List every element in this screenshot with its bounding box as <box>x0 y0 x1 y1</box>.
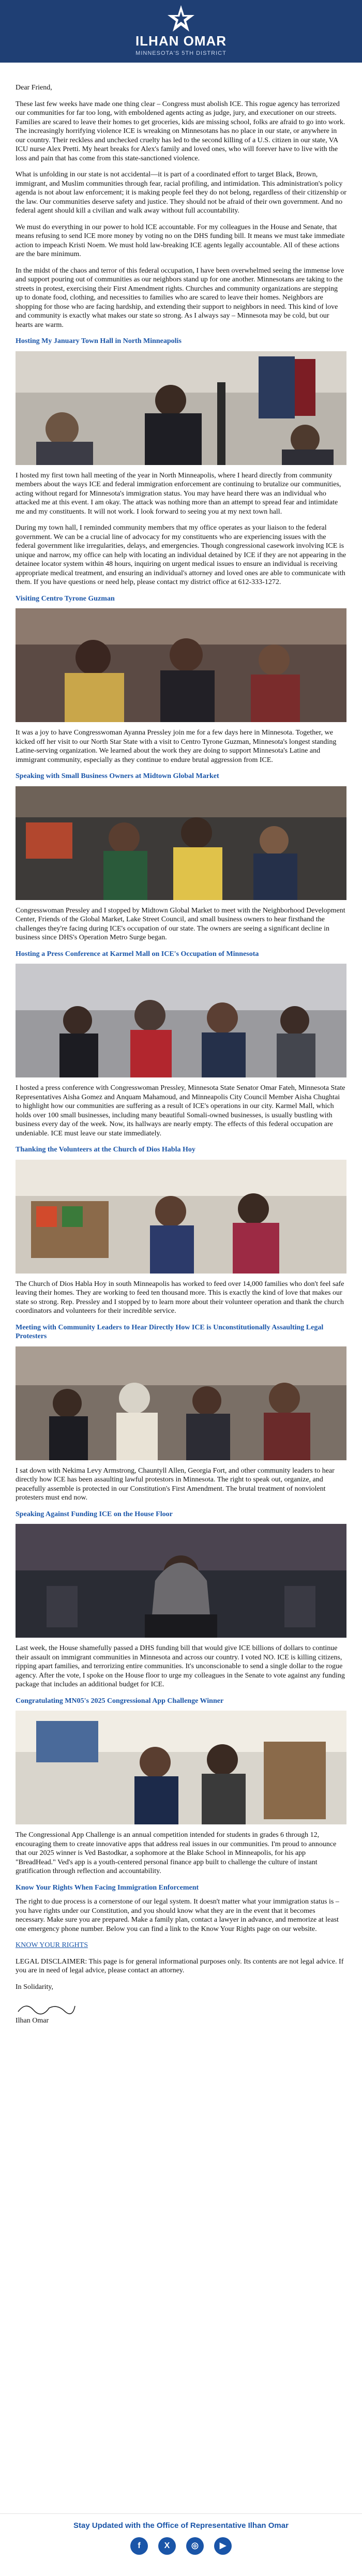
section-heading: Speaking Against Funding ICE on the House Floor <box>16 1510 173 1518</box>
footer <box>0 2513 362 2576</box>
section-heading: Know Your Rights When Facing Immigration Enforcement <box>16 1883 199 1892</box>
star-logo-icon <box>167 4 195 33</box>
app-challenge-photo <box>16 1711 346 1824</box>
section-paragraph: I hosted a press conference with Congresswoman Pressley, Minnesota State Senator Omar Fateh, Minnesota State Representatives Aisha Gomez and Anquam Mahamoud, and Minneapolis City Council Member Aisha Chughtai to highlight how our communities are suffering as a result of ICE's operations in our city. Karmel Mall, which holds over 100 small businesses, including many beautiful Somali-owned businesses, is usually bustling with business every day of the week. Now, its hallways are nearly empty. The effects of this federal occupation are undeniable. ICE must leave our state immediately. <box>16 1084 345 1137</box>
church-photo <box>16 1160 346 1274</box>
logo-subtitle: MINNESOTA'S 5TH DISTRICT <box>135 50 227 56</box>
youtube-icon[interactable]: ▶ <box>214 2537 232 2555</box>
section-heading: Thanking the Volunteers at the Church of Dios Habla Hoy <box>16 1146 195 1154</box>
social-links <box>0 2537 362 2555</box>
section-paragraph: Last week, the House shamefully passed a DHS funding bill that would give ICE billions of dollars to continue their assault on immigrant communities in Minnesota and across our country. I voted NO. ICE is killing citizens, ripping apart families, and terrorizing entire communities. It's unconscionable to send a single dollar to the rogue agency. After the vote, I spoke on the House floor to urge my colleagues in the Senate to vote against any funding package that includes an additional budget for ICE. <box>16 1644 345 1688</box>
section-paragraph: I hosted my first town hall meeting of the year in North Minneapolis, where I heard directly from community members about the ways ICE and federal immigration enforcement are continuing to brutalize our communities, acting without regard for Minnesota's immigration status. You may have heard there was an individual who attacked me at this event. I am okay. The attack was nothing more than an attempt to spread fear and intimidate me and my constituents. It will not work. I look forward to seeing you at my next town hall. <box>16 471 341 516</box>
section-heading: Hosting My January Town Hall in North Minneapolis <box>16 337 182 345</box>
section-heading: Visiting Centro Tyrone Guzman <box>16 594 115 603</box>
legal-disclaimer: LEGAL DISCLAIMER: This page is for general informational purposes only. Its contents are not legal advice. If you are in need of legal advice, please contact an attorney. <box>16 1957 344 1974</box>
facebook-icon[interactable]: f <box>130 2537 148 2555</box>
section-paragraph: The right to due process is a cornerstone of our legal system. It doesn't matter what your immigration status is – you have rights under our Constitution, and you should know what they are in the event that it becomes necessary. Make sure you are prepared. Make a family plan, contact a lawyer in advance, and memorize at least one emergency phone number. Below you can find a link to the Know Your Rights page on our website. <box>16 1898 339 1933</box>
signature-name: Ilhan Omar <box>16 2017 49 2025</box>
town-hall-photo <box>16 351 346 465</box>
house-floor-photo <box>16 1524 346 1638</box>
instagram-icon[interactable]: ◎ <box>186 2537 204 2555</box>
centro-visit-photo <box>16 608 346 722</box>
section-paragraph: The Church of Dios Habla Hoy in south Minneapolis has worked to feed over 14,000 families who don't feel safe leaving their homes. They are working to feed ten thousand more. This is exactly the kind of love that makes our state so strong. Rep. Pressley and I stopped by to learn more about their volunteer operation and thank the church coordinators and volunteers for their incredible service. <box>16 1280 344 1315</box>
section-paragraph: The Congressional App Challenge is an annual competition intended for students in grades 6 through 12, encouraging them to create innovative apps that address real issues in our communities. I'm proud to announce that our 2025 winner is Ved Bastodkar, a sophomore at the Blake School in Minneapolis, for his app "BreadHead." Ved's app is a youth-centered personal finance app built to challenge the culture of instant gratification through reflection and accountability. <box>16 1831 337 1875</box>
intro-paragraph: These last few weeks have made one thing clear – Congress must abolish ICE. This rogue agency has terrorized our communities for far too long, with emboldened agents acting as judge, jury, and executioner on our streets. Families are scared to leave their homes to get groceries, kids are missing school, folks are afraid to go into work. The increasingly horrifying violence ICE is wreaking on Minnesotans has no place in our state, or anywhere in our country. Their reckless and unchecked cruelty has led to the second killing of a U.S. citizen in our state, VA ICU nurse Alex Pretti. My heart breaks for Alex's family and loved ones, who will forever have to live with the loss and pain that has come from this state-sanctioned violence. <box>16 100 345 162</box>
section-paragraph: It was a joy to have Congresswoman Ayanna Pressley join me for a few days here in Minnesota. Together, we kicked off her visit to our North Star State with a visit to Centro Tyrone Guzman, Minnesota's longest standing Latine-serving organization. We learned about the work they are doing to support Minnesota's Latine and immigrant community, especially as they continue to endure brutal aggression from ICE. <box>16 729 337 764</box>
intro-paragraph: We must do everything in our power to hold ICE accountable. For my colleagues in the House and Senate, that means refusing to send ICE more money by voting no on the DHS funding bill. It means we must take immediate action to impeach Kristi Noem. We must hold law-breaking ICE agents legally accountable. All of these actions are the bare minimum. <box>16 223 345 258</box>
section-heading: Speaking with Small Business Owners at Midtown Global Market <box>16 772 219 780</box>
email-header <box>0 0 362 63</box>
section-paragraph: Congresswoman Pressley and I stopped by Midtown Global Market to meet with the Neighborhood Development Center, Friends of the Global Market, Lake Street Council, and small business owners to hear firsthand the challenges they're facing during ICE's occupation of our state. The owners are seeing a significant decline in business since DHS's Operation Metro Surge began. <box>16 906 345 941</box>
section-heading: Hosting a Press Conference at Karmel Mall on ICE's Occupation of Minnesota <box>16 950 259 958</box>
greeting: Dear Friend, <box>16 84 52 92</box>
know-your-rights-link[interactable]: KNOW YOUR RIGHTS <box>16 1941 88 1949</box>
x-icon[interactable]: X <box>158 2537 176 2555</box>
newsletter-body <box>0 63 362 2513</box>
section-paragraph: I sat down with Nekima Levy Armstrong, Chauntyll Allen, Georgia Fort, and other community leaders to hear directly how ICE has been assaulting lawful protestors in Minnesota. The right to speak out, organize, and peacefully assemble is protected in our Constitution's First Amendment. The brutal treatment of nonviolent protesters must end now. <box>16 1466 335 1502</box>
signature-space <box>16 1999 346 2016</box>
section-heading: Meeting with Community Leaders to Hear Directly How ICE is Unconstitutionally Assaulting Legal Protesters <box>16 1323 324 1340</box>
section-paragraph: During my town hall, I reminded community members that my office operates as your liaison to the federal government. We can be a crucial line of advocacy for my constituents who are experiencing issues with the federal government like irregularities, delays, and emergencies. Though congressional casework involving ICE is unique and narrow, my office can help with locating an individual detained by ICE if they are not appearing in the detainee locator system within 48 hours, inquiring on urgent medical issues to ensure an individual is receiving appropriate medical treatment, and ensuring an individual's attorney and loved ones are able to communicate with them. If you have questions or need help, please contact my district office at 612-333-1272. <box>16 524 346 586</box>
intro-paragraph: In the midst of the chaos and terror of this federal occupation, I have been overwhelmed seeing the immense love and support pouring out of communities as our neighbors stand up for one another. Minnesotans are taking to the streets in protest, exercising their First Amendment rights. Churches and community organizations are stepping up to donate food, clothing, and necessities to families who are scared to leave their homes. Neighbors are shopping for those who are facing hardship, and extending their support to neighbors in need. This kind of love and community is exactly what makes our state so strong. As I always say – Minnesota may be cold, but our hearts are warm. <box>16 266 344 329</box>
community-leaders-photo <box>16 1346 346 1460</box>
logo-name: ILHAN OMAR <box>135 33 227 49</box>
section-heading: Congratulating MN05's 2025 Congressional App Challenge Winner <box>16 1697 224 1705</box>
press-conference-photo <box>16 964 346 1077</box>
signature-icon <box>16 1999 78 2016</box>
intro-paragraph: What is unfolding in our state is not accidental—it is part of a coordinated effort to target Black, Brown, immigrant, and Muslim communities through fear, racial profiling, and intimidation. This administration's policy agenda is not about law enforcement; it is making people feel they do not belong, regardless of their citizenship or the law. Our communities deserve safety and justice. They should not be afraid of their own government. And no federal agent should kill a civilian and walk away without full accountability. <box>16 171 346 215</box>
sign-off: In Solidarity, <box>16 1983 53 1991</box>
footer-title: Stay Updated with the Office of Representative Ilhan Omar <box>73 2521 289 2530</box>
market-photo <box>16 786 346 900</box>
